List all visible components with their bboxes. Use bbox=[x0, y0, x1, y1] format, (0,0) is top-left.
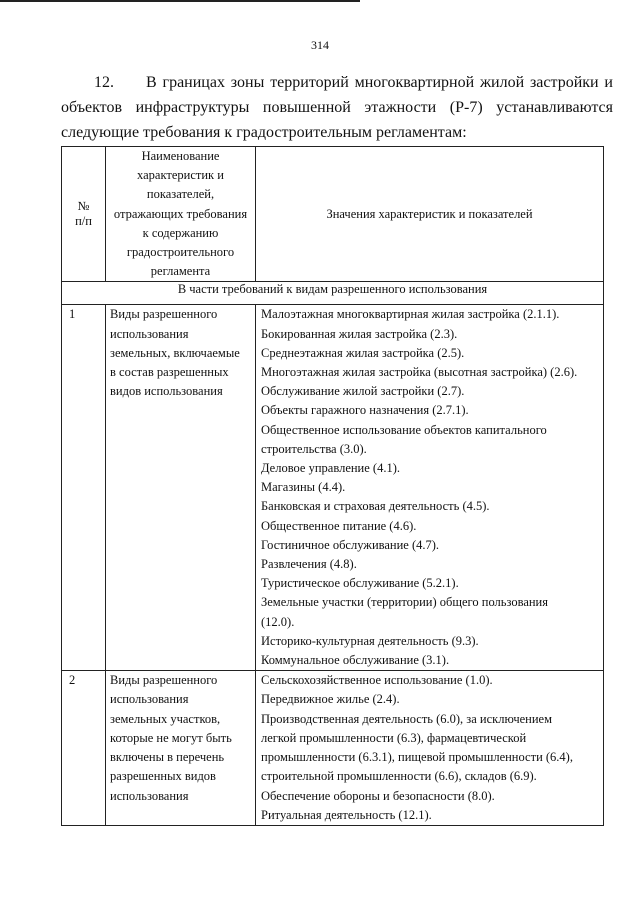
row-value-line: Земельные участки (территории) общего пользования bbox=[261, 595, 548, 610]
row-value-line: Малоэтажная многоквартирная жилая застройка (2.1.1). bbox=[261, 307, 560, 322]
row-value-line: Бокированная жилая застройка (2.3). bbox=[261, 326, 458, 341]
row-value-line: легкой промышленности (6.3), фармацевтической bbox=[261, 730, 527, 745]
row-value-line: Туристическое обслуживание (5.2.1). bbox=[261, 576, 459, 591]
top-rule bbox=[0, 0, 360, 2]
table-row bbox=[62, 305, 604, 671]
row-name-line: которые не могут быть bbox=[110, 730, 232, 745]
row-name-line: Виды разрешенного bbox=[110, 307, 218, 322]
row-number: 1 bbox=[62, 305, 106, 671]
row-name-line: земельных, включаемые bbox=[110, 345, 240, 360]
header-name-line: отражающих требования bbox=[113, 206, 248, 221]
header-values-cell: Значения характеристик и показателей bbox=[256, 147, 604, 282]
page-number: 314 bbox=[311, 38, 329, 52]
header-name-cell bbox=[106, 147, 256, 282]
regulations-table bbox=[61, 146, 604, 826]
row-value-line: Производственная деятельность (6.0), за исключением bbox=[261, 711, 552, 726]
row-value-line: строительства (3.0). bbox=[261, 441, 367, 456]
row-name-line: использования bbox=[110, 788, 189, 803]
row-value-line: Многоэтажная жилая застройка (высотная застройка) (2.6). bbox=[261, 365, 578, 380]
row-value-line: Ритуальная деятельность (12.1). bbox=[261, 807, 432, 822]
header-number-line: № bbox=[77, 199, 90, 214]
row-name-cell bbox=[106, 671, 256, 826]
row-value-line: Развлечения (4.8). bbox=[261, 557, 357, 572]
row-name-line: земельных участков, bbox=[110, 711, 221, 726]
row-value-line: Обслуживание жилой застройки (2.7). bbox=[261, 384, 465, 399]
row-name-line: использования bbox=[110, 326, 189, 341]
row-value-line: Банковская и страховая деятельность (4.5). bbox=[261, 499, 490, 514]
intro-text: В границах зоны территорий многоквартирной жилой застройки и объектов инфраструктуры повышенной этажности (Р-7) устанавливаются следующие требования к градостроительным регламентам: bbox=[61, 74, 613, 141]
row-value-line: Среднеэтажная жилая застройка (2.5). bbox=[261, 345, 465, 360]
row-name-cell bbox=[106, 305, 256, 671]
row-value-line: Передвижное жилье (2.4). bbox=[261, 692, 400, 707]
row-value-line: строительной промышленности (6.6), складов (6.9). bbox=[261, 769, 537, 784]
row-name-line: Виды разрешенного bbox=[110, 673, 218, 688]
header-name-line: к содержанию bbox=[142, 225, 219, 240]
table-header-row bbox=[62, 147, 604, 282]
row-value-line: Гостиничное обслуживание (4.7). bbox=[261, 537, 440, 552]
row-value-line: Коммунальное обслуживание (3.1). bbox=[261, 653, 450, 668]
section-row bbox=[62, 282, 604, 305]
row-value-line: Общественное использование объектов капитального bbox=[261, 422, 547, 437]
intro-number: 12. bbox=[94, 74, 114, 91]
header-name-line: Наименование bbox=[141, 149, 220, 163]
row-value-line: Магазины (4.4). bbox=[261, 480, 346, 495]
row-value-line: Общественное питание (4.6). bbox=[261, 518, 417, 533]
row-name-line: видов использования bbox=[110, 384, 223, 399]
header-name-line: характеристик и bbox=[137, 168, 224, 183]
header-name-line: регламента bbox=[150, 264, 211, 279]
row-value-line: Деловое управление (4.1). bbox=[261, 461, 400, 476]
row-name-line: разрешенных видов bbox=[110, 769, 216, 784]
row-name-line: включены в перечень bbox=[110, 750, 225, 765]
row-name-line: использования bbox=[110, 692, 189, 707]
header-name-line: показателей, bbox=[146, 187, 215, 202]
row-value-line: Сельскохозяйственное использование (1.0). bbox=[261, 673, 493, 688]
table-row bbox=[62, 671, 604, 826]
row-value-line: Объекты гаражного назначения (2.7.1). bbox=[261, 403, 469, 418]
row-value-line: Обеспечение обороны и безопасности (8.0). bbox=[261, 788, 495, 803]
row-values-cell bbox=[256, 305, 604, 671]
row-values-cell bbox=[256, 671, 604, 826]
row-value-line: промышленности (6.3.1), пищевой промышленности (6.4), bbox=[261, 750, 573, 765]
section-title: В части требований к видам разрешенного использования bbox=[62, 282, 604, 305]
row-number: 2 bbox=[62, 671, 106, 826]
row-value-line: Историко-культурная деятельность (9.3). bbox=[261, 633, 479, 648]
header-number-line: п/п bbox=[75, 214, 92, 229]
row-name-line: в состав разрешенных bbox=[110, 365, 229, 380]
row-value-line: (12.0). bbox=[261, 614, 295, 629]
header-name-line: градостроительного bbox=[126, 245, 235, 260]
intro-paragraph bbox=[61, 70, 613, 145]
header-number-cell bbox=[62, 147, 106, 282]
